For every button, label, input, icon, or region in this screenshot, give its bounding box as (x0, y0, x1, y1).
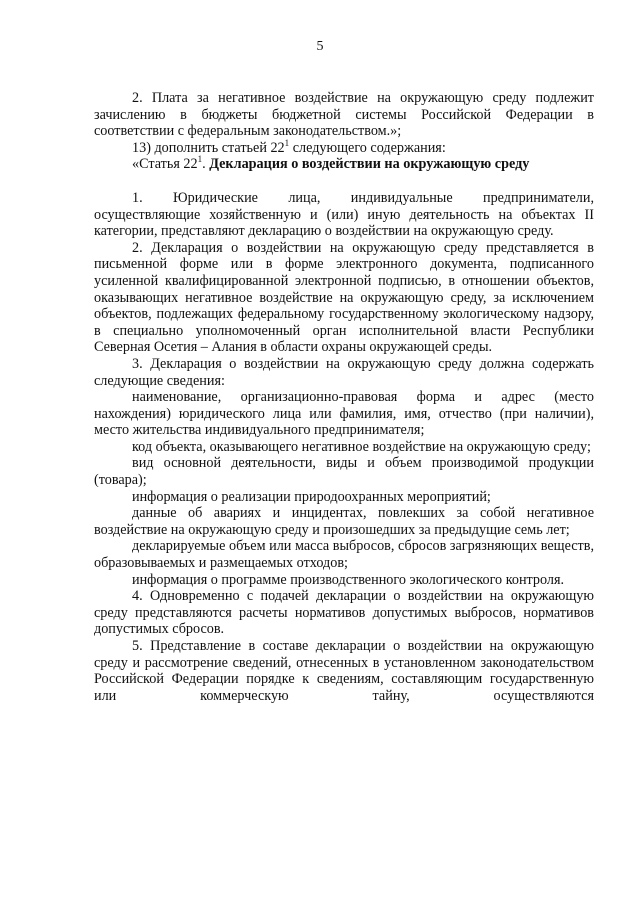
page-number: 5 (316, 39, 324, 54)
section-3-declaration-contents: 3. Декларация о воздействии на окружающую среду должна содержать следующие сведения: (94, 355, 594, 389)
article-heading-title: Декларация о воздействии на окружающую среду (209, 156, 530, 173)
add-article-text-end: следующего содержания: (289, 139, 446, 156)
section-1-legal-entities: 1. Юридические лица, индивидуальные предприниматели, осуществляющие хозяйственную и (или) иную деятельность на объектах II категории, представляют декларацию о воздействии на окружающую среду. (94, 189, 594, 240)
section-4-calculations: 4. Одновременно с подачей декларации о воздействии на окружающую среду представляются расчеты нормативов допустимых выбросов, нормативов допустимых сбросов. (94, 588, 594, 638)
paragraph-add-article (94, 137, 594, 157)
article-heading-superscript: 1 (197, 154, 203, 165)
list-item-environmental-measures: информация о реализации природоохранных мероприятий; (132, 488, 491, 505)
section-2-declaration-form: 2. Декларация о воздействии на окружающую среду представляется в письменной форме или в форме электронного документа, подписанного усиленной квалифицированной электронной подписью, в отношении объектов, оказывающих негативное воздействие на окружающую среду, за исключением объектов, подлежащих федеральному государственному экологическому надзору, в специально уполномоченный орган исполнительной власти Республики Северная Осетия – Алания в области охраны окружающей среды. (94, 239, 594, 356)
list-item-emissions: декларируемые объем или масса выбросов, сбросов загрязняющих веществ, образовываемых и размещаемых отходов; (94, 538, 594, 572)
article-heading (94, 156, 594, 173)
add-article-text: 13) дополнить статьей 22 (132, 139, 285, 156)
article-heading-dot: . (202, 156, 210, 173)
list-item-object-code: код объекта, оказывающего негативное воздействие на окружающую среду; (132, 438, 591, 455)
article-heading-prefix: «Статья 22 (132, 156, 198, 173)
paragraph-fee-budget: 2. Плата за негативное воздействие на окружающую среду подлежит зачислению в бюджеты бюджетной системы Российской Федерации в соответствии с федеральным законодательством.»; (94, 90, 594, 140)
document-body (94, 90, 594, 704)
section-5-secret-information: 5. Представление в составе декларации о воздействии на окружающую среду и рассмотрение сведений, отнесенных в установленном законодательством Российской Федерации порядке к сведениям, составляющим государственную или коммерческую тайну, осуществляются (94, 638, 594, 704)
list-item-activity-type: вид основной деятельности, виды и объем производимой продукции (товара); (94, 455, 594, 489)
add-article-superscript: 1 (284, 137, 290, 148)
list-item-name-address: наименование, организационно-правовая форма и адрес (место нахождения) юридического лица или фамилия, имя, отчество (при наличии), место жительства индивидуального предпринимателя; (94, 389, 594, 439)
list-item-control-program: информация о программе производственного экологического контроля. (132, 571, 565, 588)
list-item-accidents: данные об авариях и инцидентах, повлекших за собой негативное воздействие на окружающую среду и произошедших за предыдущие семь лет; (94, 505, 594, 538)
